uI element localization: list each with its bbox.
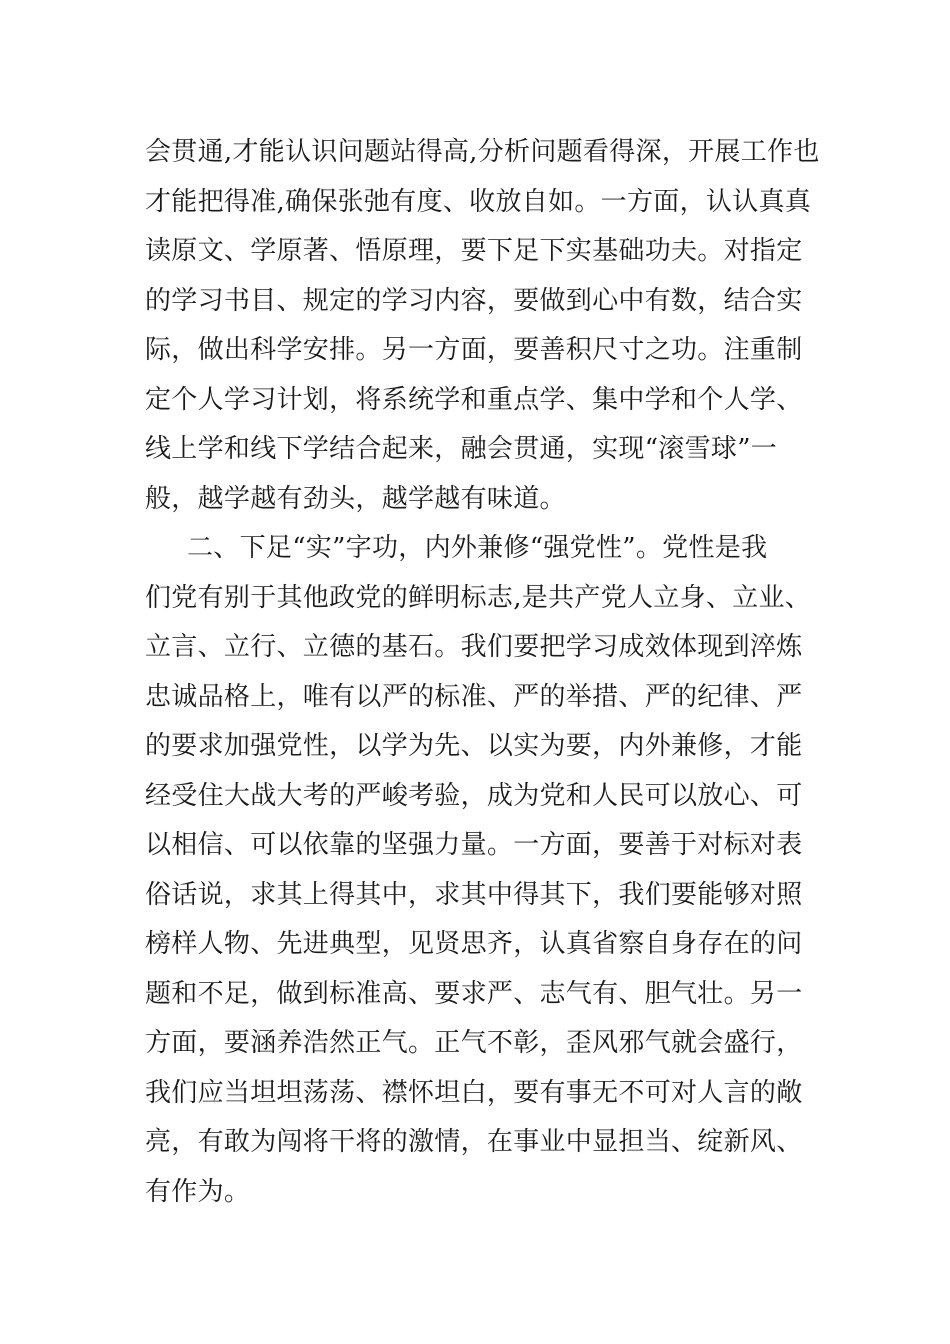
text-line: 方面，要涵养浩然正气。正气不彰，歪风邪气就会盛行， (145, 1028, 803, 1058)
text-line: 的学习书目、规定的学习内容，要做到心中有数，结合实 (145, 285, 803, 316)
text-line: 我们应当坦坦荡荡、襟怀坦白，要有事无不可对人言的敞 (145, 1077, 803, 1108)
text-line: 经受住大战大考的严峻考验，成为党和人民可以放心、可 (145, 780, 803, 811)
text-line: 们党有别于其他政党的鲜明标志,是共产党人立身、立业、 (145, 582, 812, 613)
text-line: 读原文、学原著、悟原理，要下足下实基础功夫。对指定 (145, 236, 803, 266)
text-line: 立言、立行、立德的基石。我们要把学习成效体现到淬炼 (145, 632, 803, 662)
text-line: 般，越学越有劲头，越学越有味道。 (145, 483, 566, 514)
text-line: 定个人学习计划，将系统学和重点学、集中学和个人学、 (145, 384, 803, 415)
document-body (145, 128, 820, 1217)
text-line: 题和不足，做到标准高、要求严、志气有、胆气壮。另一 (145, 978, 803, 1009)
text-line: 有作为。 (145, 1176, 251, 1207)
text-line: 会贯通,才能认识问题站得高,分析问题看得深，开展工作也 (145, 137, 820, 167)
text-line: 亮，有敢为闯将干将的激情，在事业中显担当、绽新风、 (145, 1127, 803, 1157)
text-line: 际，做出科学安排。另一方面，要善积尺寸之功。注重制 (145, 335, 803, 365)
section-heading-line: 二、下足“实”字功，内外兼修“强党性”。党性是我 (187, 533, 768, 563)
text-line: 才能把得准,确保张弛有度、收放自如。一方面，认认真真 (145, 186, 812, 217)
text-line: 以相信、可以依靠的坚强力量。一方面，要善于对标对表 (145, 830, 803, 860)
text-line: 线上学和线下学结合起来，融会贯通，实现“滚雪球”一 (145, 434, 778, 464)
text-line: 俗话说，求其上得其中，求其中得其下，我们要能够对照 (145, 879, 803, 910)
text-line: 的要求加强党性，以学为先、以实为要，内外兼修，才能 (145, 731, 803, 761)
text-line: 榜样人物、先进典型，见贤思齐，认真省察自身存在的问 (145, 929, 803, 959)
text-line: 忠诚品格上，唯有以严的标准、严的举措、严的纪律、严 (145, 681, 803, 712)
